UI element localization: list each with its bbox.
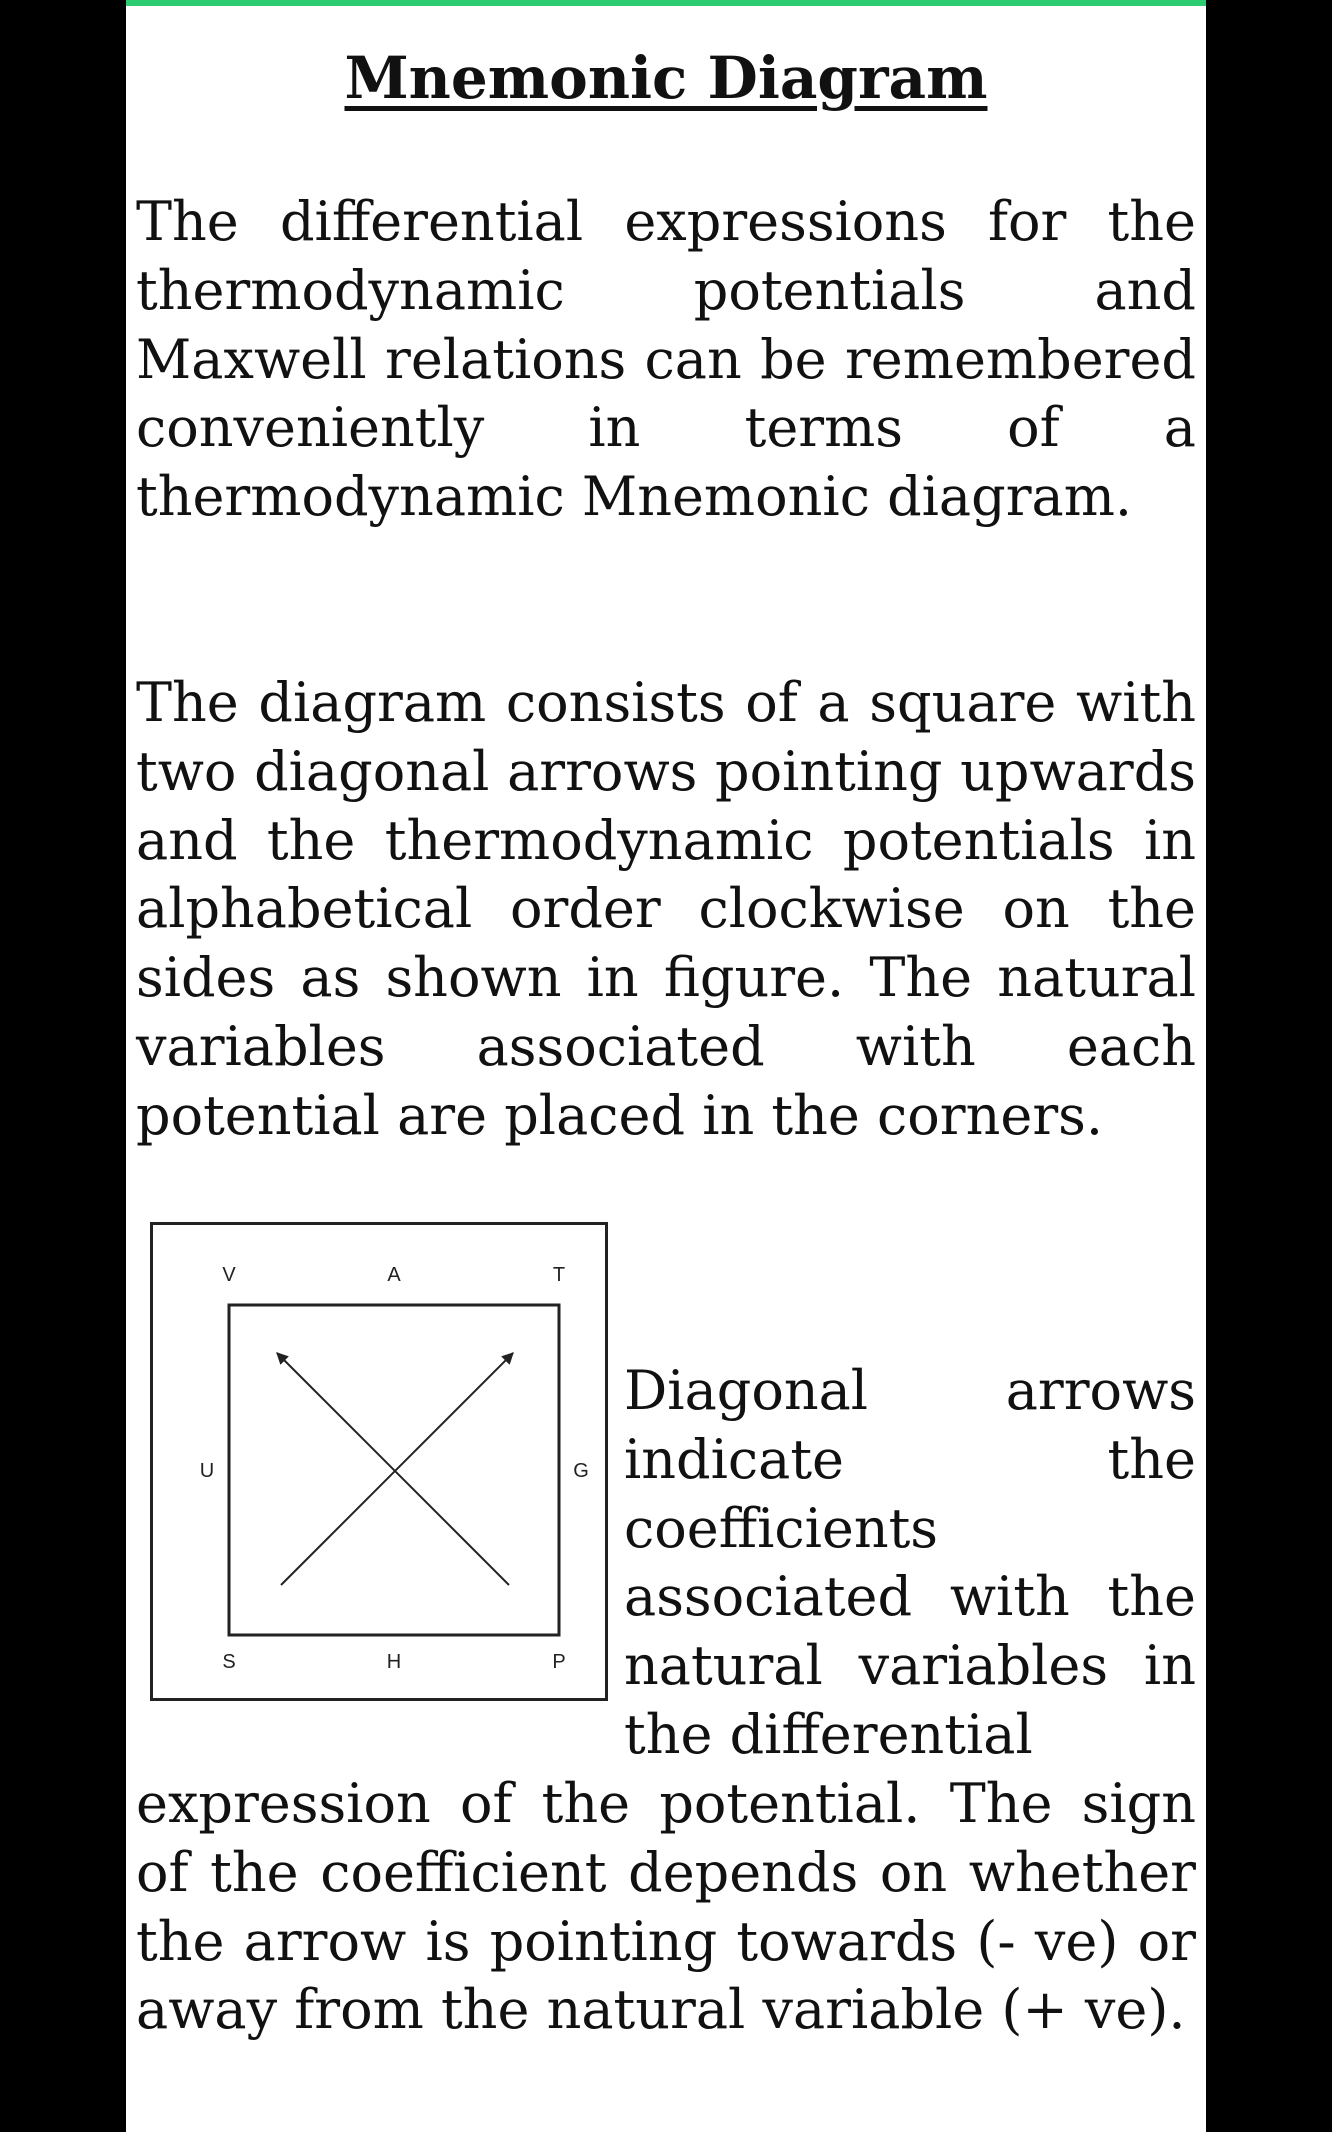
side-label-g: G: [573, 1460, 589, 1482]
diagonal-arrow-up-left: [277, 1353, 509, 1585]
diagram-description-paragraph: The diagram consists of a square with two diagonal arrows pointing upwards and the thermodynamic potentials in alphabetical order clockwise on the sides as shown in figure. The natural variables associated with each potential are placed in the corners.: [136, 671, 1196, 1147]
mnemonic-diagram: [153, 1225, 605, 1698]
corner-label-t: T: [552, 1264, 566, 1286]
intro-paragraph: The differential expressions for the thermodynamic potentials and Maxwell relations can be remembered conveniently in terms of a thermodynamic Mnemonic diagram.: [136, 190, 1196, 529]
mnemonic-diagram-figure: [150, 1222, 608, 1701]
arrows-explanation-paragraph: Diagonal arrows indicate the coefficients associated with the natural variables in the differential: [624, 1359, 1196, 1766]
corner-label-s: S: [222, 1651, 236, 1673]
page-title: Mnemonic Diagram: [344, 44, 988, 112]
side-label-a: A: [387, 1264, 401, 1286]
corner-label-v: V: [222, 1264, 236, 1286]
diagonal-arrow-up-right: [281, 1353, 513, 1585]
side-label-u: U: [199, 1460, 215, 1482]
corner-label-p: P: [552, 1651, 566, 1673]
page: [126, 0, 1206, 2132]
sign-explanation-paragraph: expression of the potential. The sign of the coefficient depends on whether the arrow is pointing towards (- ve) or away from the natural variable (+ ve).: [136, 1772, 1196, 2042]
side-label-h: H: [386, 1651, 402, 1673]
